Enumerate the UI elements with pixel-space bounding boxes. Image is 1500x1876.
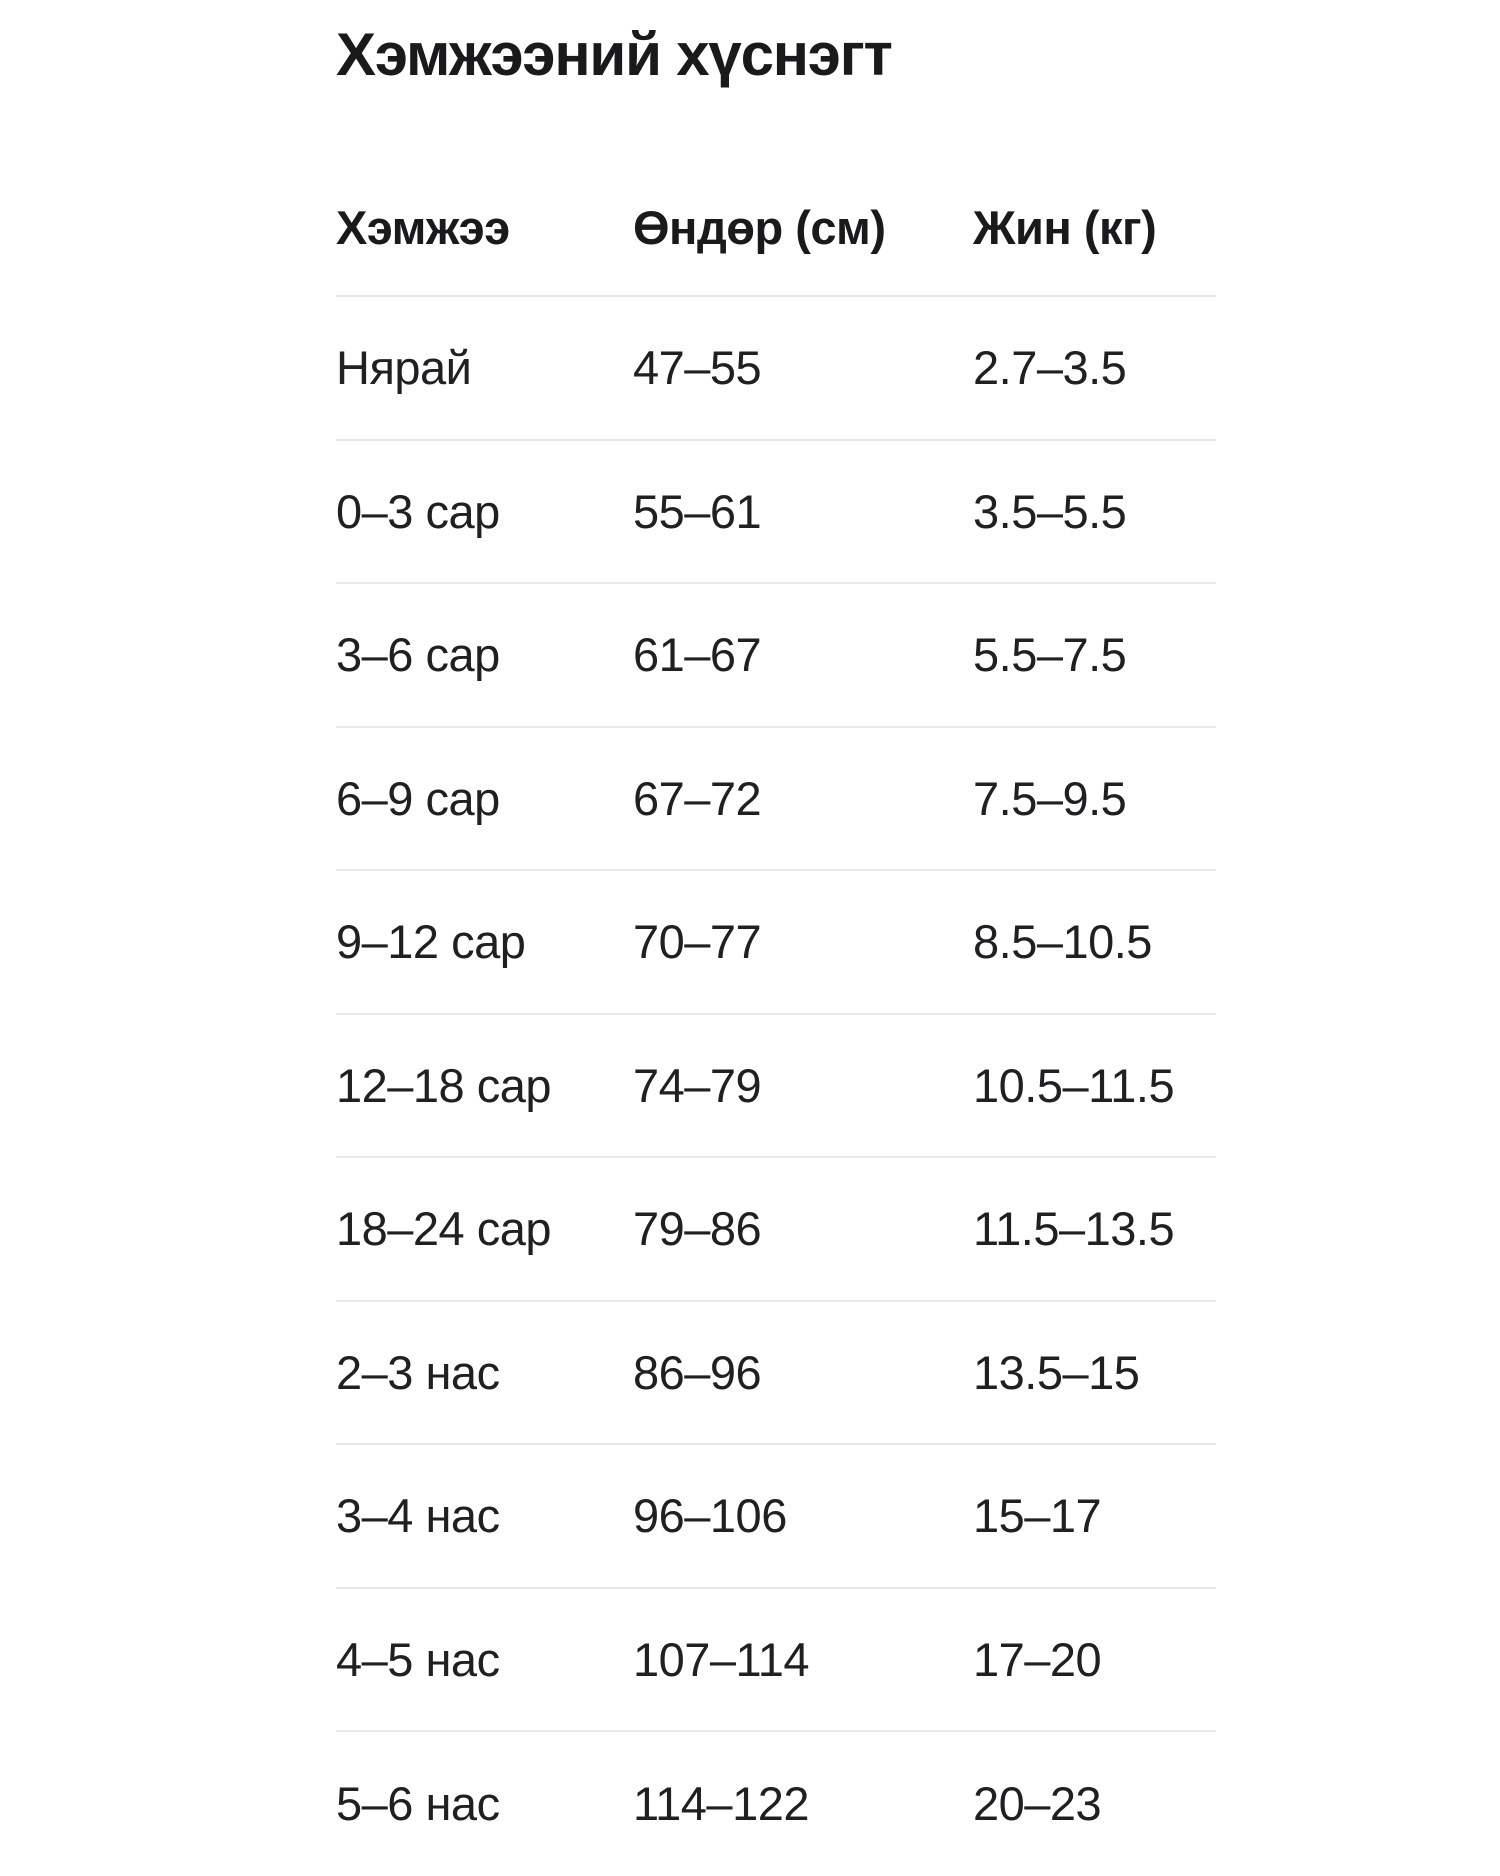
cell-size: Нярай xyxy=(336,341,472,395)
cell-size: 0–3 сар xyxy=(336,484,500,538)
table-row xyxy=(336,441,1216,585)
cell-weight: 20–23 xyxy=(973,1777,1102,1831)
page-title: Хэмжээний хүснэгт xyxy=(336,21,892,88)
cell-height: 86–96 xyxy=(633,1345,762,1399)
cell-height: 47–55 xyxy=(633,341,762,395)
column-header-weight: Жин (кг) xyxy=(973,201,1157,254)
cell-height: 74–79 xyxy=(633,1058,762,1112)
cell-height: 70–77 xyxy=(633,915,762,969)
cell-weight: 11.5–13.5 xyxy=(973,1202,1175,1256)
size-chart-section xyxy=(336,0,1216,1876)
cell-weight: 10.5–11.5 xyxy=(973,1058,1175,1112)
table-row xyxy=(336,297,1216,441)
cell-height: 79–86 xyxy=(633,1202,762,1256)
cell-weight: 3.5–5.5 xyxy=(973,484,1127,538)
cell-height: 96–106 xyxy=(633,1489,787,1543)
cell-height: 55–61 xyxy=(633,484,762,538)
table-row xyxy=(336,728,1216,872)
cell-height: 114–122 xyxy=(633,1777,809,1831)
cell-size: 12–18 сар xyxy=(336,1058,552,1112)
table-row xyxy=(336,871,1216,1015)
cell-weight: 15–17 xyxy=(973,1489,1102,1543)
cell-weight: 17–20 xyxy=(973,1632,1102,1686)
column-header-size: Хэмжээ xyxy=(336,201,510,254)
cell-size: 9–12 сар xyxy=(336,915,526,969)
cell-size: 4–5 нас xyxy=(336,1632,500,1686)
size-table-body xyxy=(336,297,1216,1876)
table-row xyxy=(336,1158,1216,1302)
size-table xyxy=(336,160,1216,1876)
cell-height: 61–67 xyxy=(633,628,762,682)
cell-weight: 13.5–15 xyxy=(973,1345,1140,1399)
table-row xyxy=(336,1445,1216,1589)
table-row xyxy=(336,1302,1216,1446)
cell-weight: 8.5–10.5 xyxy=(973,915,1152,969)
cell-height: 67–72 xyxy=(633,771,762,825)
table-header-row xyxy=(336,160,1216,297)
table-row xyxy=(336,1732,1216,1876)
cell-weight: 5.5–7.5 xyxy=(973,628,1127,682)
cell-weight: 2.7–3.5 xyxy=(973,341,1127,395)
cell-height: 107–114 xyxy=(633,1632,809,1686)
table-row xyxy=(336,1589,1216,1733)
cell-size: 3–6 сар xyxy=(336,628,500,682)
table-row xyxy=(336,584,1216,728)
cell-size: 2–3 нас xyxy=(336,1345,500,1399)
cell-weight: 7.5–9.5 xyxy=(973,771,1127,825)
cell-size: 6–9 сар xyxy=(336,771,500,825)
column-header-height: Өндөр (см) xyxy=(633,201,886,254)
cell-size: 5–6 нас xyxy=(336,1777,500,1831)
cell-size: 3–4 нас xyxy=(336,1489,500,1543)
cell-size: 18–24 сар xyxy=(336,1202,552,1256)
table-row xyxy=(336,1015,1216,1159)
